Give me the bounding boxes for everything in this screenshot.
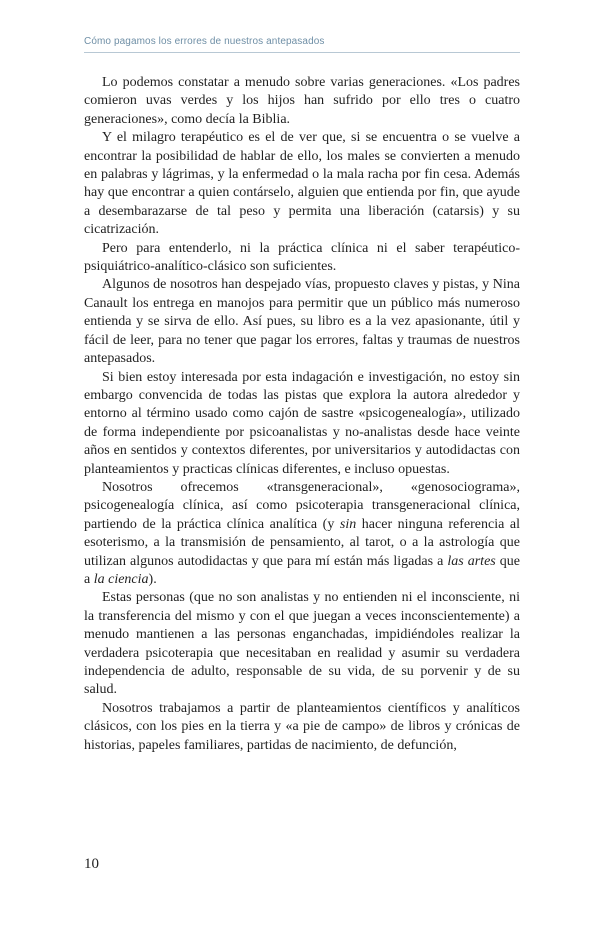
body-text [84, 74, 520, 755]
paragraph: Algunos de nosotros han despejado vías, propuesto claves y pistas, y Nina Canault los entrega en manojos para permitir que un público más numeroso entienda y se sirva de ello. Así pues, su libro es a la vez apasionante, útil y fácil de leer, para no tener que pagar los errores, faltas y traumas de nuestros antepasados. [84, 277, 520, 367]
paragraph: Pero para entenderlo, ni la práctica clínica ni el saber terapéutico-psiquiátrico-analítico-clásico son suficientes. [84, 240, 520, 275]
running-header: Cómo pagamos los errores de nuestros antepasados [84, 36, 520, 53]
paragraph: Lo podemos constatar a menudo sobre varias generaciones. «Los padres comieron uvas verdes y los hijos han sufrido por ello tres o cuatro generaciones», como decía la Biblia. [84, 75, 520, 127]
italic-text: la ciencia [93, 571, 149, 587]
italic-text: las artes [447, 553, 496, 569]
paragraph: Nosotros trabajamos a partir de planteamientos científicos y analíticos clásicos, con los pies en la tierra y «a pie de campo» de libros y crónicas de historias, papeles familiares, partidas de nacimiento, de defunción, [84, 700, 520, 753]
paragraph: Estas personas (que no son analistas y no entienden ni el inconsciente, ni la transferencia del mismo y con el que juegan a veces inconscientemente) a menudo mantienen a las personas enganchadas, impidiéndoles realizar la verdadera psicoterapia que necesitaban en realidad y asumir su verdadera independencia de adulto, responsable de su vida, de su porvenir y de su salud. [84, 590, 520, 698]
paragraph: Nosotros ofrecemos «transgeneracional», «genosociograma», psicogenealogía clínica, así como psicoterapia transgeneracional clínica, partiendo de la práctica clínica analítica (y sin hacer ninguna referencia al esoterismo, a la transmisión de pensamiento, al tarot, o a la astrología que utilizan algunos autodidactas y que para mí están más ligadas a las artes que a la ciencia). [84, 479, 520, 587]
paragraph: Y el milagro terapéutico es el de ver que, si se encuentra o se vuelve a encontrar la posibilidad de hablar de ello, los males se convierten a menudo en palabras y lágrimas, y la enfermedad o la mala racha por fin cesa. Además hay que encontrar a quien contárselo, alguien que entienda por fin, que ayude a desembarazarse de tal peso y permita una liberación (catarsis) y su cicatrización. [84, 130, 520, 238]
italic-text: sin [339, 516, 357, 532]
page-number: 10 [84, 856, 99, 872]
paragraph: Si bien estoy interesada por esta indagación e investigación, no estoy sin embargo convencida de todas las pistas que explora la autora alrededor y entorno al término usado como cajón de sastre «psicogenealogía», utilizado de forma independiente por psicoanalistas y no-analistas desde hace veinte años en sentidos y contextos diferentes, por universitarios y autodidactas con planteamientos y practicas clínicas diferentes, e incluso opuestas. [84, 369, 520, 477]
